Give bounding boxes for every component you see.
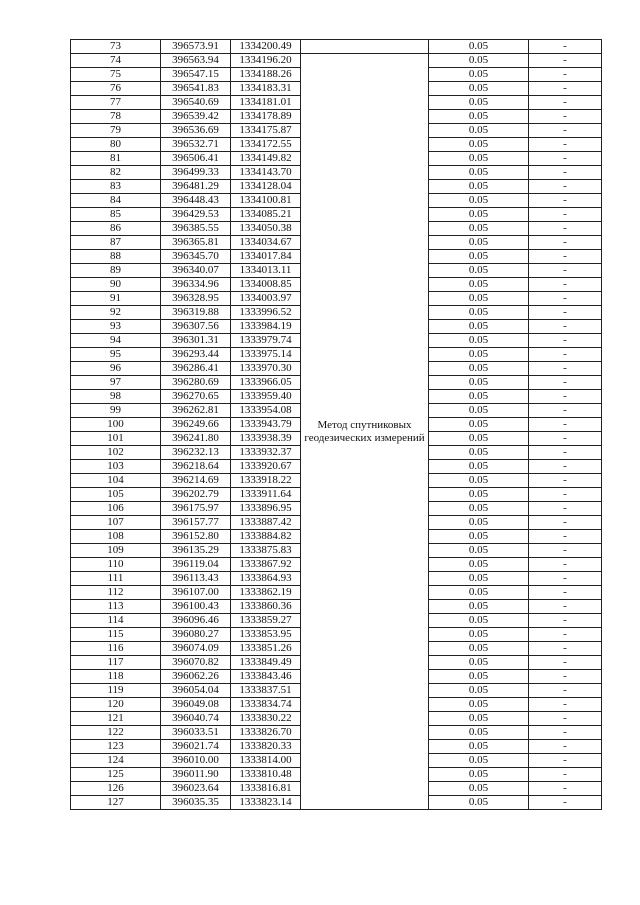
- note-cell: -: [529, 96, 602, 110]
- accuracy-cell: 0.05: [429, 726, 529, 740]
- y-coordinate-cell: 1333884.82: [231, 530, 301, 544]
- accuracy-cell: 0.05: [429, 712, 529, 726]
- x-coordinate-cell: 396385.55: [161, 222, 231, 236]
- note-cell: -: [529, 474, 602, 488]
- point-number-cell: 107: [71, 516, 161, 530]
- note-cell: -: [529, 530, 602, 544]
- point-number-cell: 75: [71, 68, 161, 82]
- x-coordinate-cell: 396541.83: [161, 82, 231, 96]
- y-coordinate-cell: 1333849.49: [231, 656, 301, 670]
- accuracy-cell: 0.05: [429, 516, 529, 530]
- y-coordinate-cell: 1333887.42: [231, 516, 301, 530]
- point-number-cell: 85: [71, 208, 161, 222]
- point-number-cell: 79: [71, 124, 161, 138]
- note-cell: -: [529, 670, 602, 684]
- y-coordinate-cell: 1333823.14: [231, 796, 301, 810]
- accuracy-cell: 0.05: [429, 474, 529, 488]
- note-cell: -: [529, 152, 602, 166]
- accuracy-cell: 0.05: [429, 68, 529, 82]
- note-cell: -: [529, 54, 602, 68]
- x-coordinate-cell: 396286.41: [161, 362, 231, 376]
- accuracy-cell: 0.05: [429, 656, 529, 670]
- note-cell: -: [529, 628, 602, 642]
- accuracy-cell: 0.05: [429, 180, 529, 194]
- note-cell: -: [529, 768, 602, 782]
- x-coordinate-cell: 396540.69: [161, 96, 231, 110]
- x-coordinate-cell: 396340.07: [161, 264, 231, 278]
- y-coordinate-cell: 1333851.26: [231, 642, 301, 656]
- x-coordinate-cell: 396100.43: [161, 600, 231, 614]
- note-cell: -: [529, 264, 602, 278]
- table-row: [71, 54, 602, 68]
- note-cell: -: [529, 180, 602, 194]
- note-cell: -: [529, 250, 602, 264]
- x-coordinate-cell: 396049.08: [161, 698, 231, 712]
- point-number-cell: 74: [71, 54, 161, 68]
- note-cell: -: [529, 278, 602, 292]
- accuracy-cell: 0.05: [429, 740, 529, 754]
- accuracy-cell: 0.05: [429, 418, 529, 432]
- y-coordinate-cell: 1334100.81: [231, 194, 301, 208]
- y-coordinate-cell: 1333984.19: [231, 320, 301, 334]
- point-number-cell: 119: [71, 684, 161, 698]
- y-coordinate-cell: 1333932.37: [231, 446, 301, 460]
- y-coordinate-cell: 1333875.83: [231, 544, 301, 558]
- accuracy-cell: 0.05: [429, 684, 529, 698]
- x-coordinate-cell: 396135.29: [161, 544, 231, 558]
- x-coordinate-cell: 396175.97: [161, 502, 231, 516]
- point-number-cell: 114: [71, 614, 161, 628]
- note-cell: -: [529, 432, 602, 446]
- accuracy-cell: 0.05: [429, 642, 529, 656]
- x-coordinate-cell: 396293.44: [161, 348, 231, 362]
- accuracy-cell: 0.05: [429, 572, 529, 586]
- note-cell: -: [529, 110, 602, 124]
- accuracy-cell: 0.05: [429, 754, 529, 768]
- x-coordinate-cell: 396499.33: [161, 166, 231, 180]
- accuracy-cell: 0.05: [429, 446, 529, 460]
- x-coordinate-cell: 396539.42: [161, 110, 231, 124]
- x-coordinate-cell: 396157.77: [161, 516, 231, 530]
- point-number-cell: 122: [71, 726, 161, 740]
- x-coordinate-cell: 396035.35: [161, 796, 231, 810]
- point-number-cell: 88: [71, 250, 161, 264]
- x-coordinate-cell: 396262.81: [161, 404, 231, 418]
- x-coordinate-cell: 396536.69: [161, 124, 231, 138]
- note-cell: -: [529, 656, 602, 670]
- note-cell: -: [529, 488, 602, 502]
- accuracy-cell: 0.05: [429, 670, 529, 684]
- x-coordinate-cell: 396054.04: [161, 684, 231, 698]
- accuracy-cell: 0.05: [429, 320, 529, 334]
- y-coordinate-cell: 1333853.95: [231, 628, 301, 642]
- x-coordinate-cell: 396152.80: [161, 530, 231, 544]
- x-coordinate-cell: 396080.27: [161, 628, 231, 642]
- accuracy-cell: 0.05: [429, 376, 529, 390]
- accuracy-cell: 0.05: [429, 334, 529, 348]
- note-cell: -: [529, 586, 602, 600]
- y-coordinate-cell: 1334200.49: [231, 40, 301, 54]
- point-number-cell: 97: [71, 376, 161, 390]
- x-coordinate-cell: 396096.46: [161, 614, 231, 628]
- y-coordinate-cell: 1334175.87: [231, 124, 301, 138]
- y-coordinate-cell: 1334008.85: [231, 278, 301, 292]
- note-cell: -: [529, 68, 602, 82]
- y-coordinate-cell: 1333864.93: [231, 572, 301, 586]
- x-coordinate-cell: 396481.29: [161, 180, 231, 194]
- y-coordinate-cell: 1333966.05: [231, 376, 301, 390]
- x-coordinate-cell: 396280.69: [161, 376, 231, 390]
- point-number-cell: 127: [71, 796, 161, 810]
- y-coordinate-cell: 1333920.67: [231, 460, 301, 474]
- note-cell: -: [529, 208, 602, 222]
- note-cell: -: [529, 516, 602, 530]
- point-number-cell: 76: [71, 82, 161, 96]
- x-coordinate-cell: 396033.51: [161, 726, 231, 740]
- accuracy-cell: 0.05: [429, 96, 529, 110]
- y-coordinate-cell: 1334034.67: [231, 236, 301, 250]
- note-cell: -: [529, 502, 602, 516]
- x-coordinate-cell: 396547.15: [161, 68, 231, 82]
- y-coordinate-cell: 1333837.51: [231, 684, 301, 698]
- x-coordinate-cell: 396202.79: [161, 488, 231, 502]
- x-coordinate-cell: 396214.69: [161, 474, 231, 488]
- y-coordinate-cell: 1334172.55: [231, 138, 301, 152]
- x-coordinate-cell: 396532.71: [161, 138, 231, 152]
- x-coordinate-cell: 396345.70: [161, 250, 231, 264]
- note-cell: -: [529, 698, 602, 712]
- note-cell: -: [529, 334, 602, 348]
- point-number-cell: 103: [71, 460, 161, 474]
- point-number-cell: 115: [71, 628, 161, 642]
- point-number-cell: 99: [71, 404, 161, 418]
- point-number-cell: 118: [71, 670, 161, 684]
- accuracy-cell: 0.05: [429, 530, 529, 544]
- point-number-cell: 110: [71, 558, 161, 572]
- accuracy-cell: 0.05: [429, 236, 529, 250]
- y-coordinate-cell: 1334128.04: [231, 180, 301, 194]
- note-cell: -: [529, 292, 602, 306]
- point-number-cell: 92: [71, 306, 161, 320]
- x-coordinate-cell: 396113.43: [161, 572, 231, 586]
- y-coordinate-cell: 1334013.11: [231, 264, 301, 278]
- x-coordinate-cell: 396062.26: [161, 670, 231, 684]
- accuracy-cell: 0.05: [429, 40, 529, 54]
- y-coordinate-cell: 1334085.21: [231, 208, 301, 222]
- point-number-cell: 95: [71, 348, 161, 362]
- x-coordinate-cell: 396506.41: [161, 152, 231, 166]
- point-number-cell: 78: [71, 110, 161, 124]
- accuracy-cell: 0.05: [429, 54, 529, 68]
- x-coordinate-cell: 396232.13: [161, 446, 231, 460]
- point-number-cell: 82: [71, 166, 161, 180]
- y-coordinate-cell: 1334181.01: [231, 96, 301, 110]
- y-coordinate-cell: 1333816.81: [231, 782, 301, 796]
- note-cell: -: [529, 222, 602, 236]
- point-number-cell: 112: [71, 586, 161, 600]
- y-coordinate-cell: 1333826.70: [231, 726, 301, 740]
- y-coordinate-cell: 1333810.48: [231, 768, 301, 782]
- point-number-cell: 106: [71, 502, 161, 516]
- y-coordinate-cell: 1334003.97: [231, 292, 301, 306]
- x-coordinate-cell: 396070.82: [161, 656, 231, 670]
- x-coordinate-cell: 396218.64: [161, 460, 231, 474]
- note-cell: -: [529, 362, 602, 376]
- note-cell: -: [529, 796, 602, 810]
- y-coordinate-cell: 1333867.92: [231, 558, 301, 572]
- x-coordinate-cell: 396074.09: [161, 642, 231, 656]
- note-cell: -: [529, 82, 602, 96]
- x-coordinate-cell: 396448.43: [161, 194, 231, 208]
- y-coordinate-cell: 1334050.38: [231, 222, 301, 236]
- point-number-cell: 116: [71, 642, 161, 656]
- note-cell: -: [529, 306, 602, 320]
- accuracy-cell: 0.05: [429, 460, 529, 474]
- note-cell: -: [529, 320, 602, 334]
- accuracy-cell: 0.05: [429, 124, 529, 138]
- note-cell: -: [529, 124, 602, 138]
- y-coordinate-cell: 1333918.22: [231, 474, 301, 488]
- note-cell: -: [529, 194, 602, 208]
- point-number-cell: 94: [71, 334, 161, 348]
- y-coordinate-cell: 1334149.82: [231, 152, 301, 166]
- note-cell: -: [529, 600, 602, 614]
- point-number-cell: 73: [71, 40, 161, 54]
- point-number-cell: 120: [71, 698, 161, 712]
- point-number-cell: 124: [71, 754, 161, 768]
- y-coordinate-cell: 1333954.08: [231, 404, 301, 418]
- y-coordinate-cell: 1333859.27: [231, 614, 301, 628]
- y-coordinate-cell: 1333834.74: [231, 698, 301, 712]
- point-number-cell: 126: [71, 782, 161, 796]
- x-coordinate-cell: 396319.88: [161, 306, 231, 320]
- y-coordinate-cell: 1333911.64: [231, 488, 301, 502]
- accuracy-cell: 0.05: [429, 82, 529, 96]
- accuracy-cell: 0.05: [429, 782, 529, 796]
- x-coordinate-cell: 396249.66: [161, 418, 231, 432]
- point-number-cell: 100: [71, 418, 161, 432]
- accuracy-cell: 0.05: [429, 166, 529, 180]
- note-cell: -: [529, 726, 602, 740]
- note-cell: -: [529, 558, 602, 572]
- x-coordinate-cell: 396011.90: [161, 768, 231, 782]
- x-coordinate-cell: 396010.00: [161, 754, 231, 768]
- table-row: [71, 40, 602, 54]
- x-coordinate-cell: 396307.56: [161, 320, 231, 334]
- y-coordinate-cell: 1333943.79: [231, 418, 301, 432]
- point-number-cell: 77: [71, 96, 161, 110]
- note-cell: -: [529, 614, 602, 628]
- note-cell: -: [529, 236, 602, 250]
- y-coordinate-cell: 1334196.20: [231, 54, 301, 68]
- accuracy-cell: 0.05: [429, 194, 529, 208]
- accuracy-cell: 0.05: [429, 138, 529, 152]
- point-number-cell: 105: [71, 488, 161, 502]
- accuracy-cell: 0.05: [429, 250, 529, 264]
- accuracy-cell: 0.05: [429, 768, 529, 782]
- y-coordinate-cell: 1333830.22: [231, 712, 301, 726]
- y-coordinate-cell: 1333843.46: [231, 670, 301, 684]
- x-coordinate-cell: 396107.00: [161, 586, 231, 600]
- x-coordinate-cell: 396334.96: [161, 278, 231, 292]
- note-cell: -: [529, 642, 602, 656]
- x-coordinate-cell: 396573.91: [161, 40, 231, 54]
- point-number-cell: 117: [71, 656, 161, 670]
- note-cell: -: [529, 740, 602, 754]
- x-coordinate-cell: 396119.04: [161, 558, 231, 572]
- y-coordinate-cell: 1334183.31: [231, 82, 301, 96]
- point-number-cell: 87: [71, 236, 161, 250]
- x-coordinate-cell: 396241.80: [161, 432, 231, 446]
- point-number-cell: 96: [71, 362, 161, 376]
- accuracy-cell: 0.05: [429, 348, 529, 362]
- note-cell: -: [529, 712, 602, 726]
- x-coordinate-cell: 396270.65: [161, 390, 231, 404]
- point-number-cell: 102: [71, 446, 161, 460]
- accuracy-cell: 0.05: [429, 698, 529, 712]
- point-number-cell: 91: [71, 292, 161, 306]
- accuracy-cell: 0.05: [429, 390, 529, 404]
- point-number-cell: 123: [71, 740, 161, 754]
- accuracy-cell: 0.05: [429, 600, 529, 614]
- accuracy-cell: 0.05: [429, 222, 529, 236]
- y-coordinate-cell: 1334143.70: [231, 166, 301, 180]
- note-cell: -: [529, 404, 602, 418]
- accuracy-cell: 0.05: [429, 362, 529, 376]
- x-coordinate-cell: 396023.64: [161, 782, 231, 796]
- point-number-cell: 80: [71, 138, 161, 152]
- accuracy-cell: 0.05: [429, 404, 529, 418]
- y-coordinate-cell: 1333896.95: [231, 502, 301, 516]
- x-coordinate-cell: 396328.95: [161, 292, 231, 306]
- accuracy-cell: 0.05: [429, 628, 529, 642]
- measurement-method-cell: Метод спутниковых геодезических измерений: [301, 54, 429, 810]
- accuracy-cell: 0.05: [429, 110, 529, 124]
- point-number-cell: 89: [71, 264, 161, 278]
- point-number-cell: 93: [71, 320, 161, 334]
- accuracy-cell: 0.05: [429, 558, 529, 572]
- accuracy-cell: 0.05: [429, 544, 529, 558]
- x-coordinate-cell: 396021.74: [161, 740, 231, 754]
- point-number-cell: 84: [71, 194, 161, 208]
- note-cell: -: [529, 390, 602, 404]
- x-coordinate-cell: 396301.31: [161, 334, 231, 348]
- accuracy-cell: 0.05: [429, 502, 529, 516]
- y-coordinate-cell: 1333814.00: [231, 754, 301, 768]
- table-body: [71, 40, 602, 810]
- point-number-cell: 111: [71, 572, 161, 586]
- y-coordinate-cell: 1333860.36: [231, 600, 301, 614]
- point-number-cell: 125: [71, 768, 161, 782]
- y-coordinate-cell: 1333975.14: [231, 348, 301, 362]
- y-coordinate-cell: 1333938.39: [231, 432, 301, 446]
- accuracy-cell: 0.05: [429, 264, 529, 278]
- x-coordinate-cell: 396040.74: [161, 712, 231, 726]
- note-cell: -: [529, 572, 602, 586]
- point-number-cell: 81: [71, 152, 161, 166]
- x-coordinate-cell: 396429.53: [161, 208, 231, 222]
- y-coordinate-cell: 1334188.26: [231, 68, 301, 82]
- accuracy-cell: 0.05: [429, 586, 529, 600]
- accuracy-cell: 0.05: [429, 432, 529, 446]
- note-cell: -: [529, 754, 602, 768]
- point-number-cell: 90: [71, 278, 161, 292]
- accuracy-cell: 0.05: [429, 614, 529, 628]
- note-cell: -: [529, 40, 602, 54]
- accuracy-cell: 0.05: [429, 488, 529, 502]
- note-cell: -: [529, 138, 602, 152]
- coordinates-table: [70, 39, 602, 810]
- accuracy-cell: 0.05: [429, 278, 529, 292]
- note-cell: -: [529, 418, 602, 432]
- y-coordinate-cell: 1333996.52: [231, 306, 301, 320]
- y-coordinate-cell: 1333970.30: [231, 362, 301, 376]
- blank-method-cell: [301, 40, 429, 54]
- note-cell: -: [529, 544, 602, 558]
- point-number-cell: 101: [71, 432, 161, 446]
- note-cell: -: [529, 446, 602, 460]
- note-cell: -: [529, 166, 602, 180]
- y-coordinate-cell: 1333959.40: [231, 390, 301, 404]
- note-cell: -: [529, 782, 602, 796]
- accuracy-cell: 0.05: [429, 306, 529, 320]
- point-number-cell: 108: [71, 530, 161, 544]
- y-coordinate-cell: 1333862.19: [231, 586, 301, 600]
- accuracy-cell: 0.05: [429, 152, 529, 166]
- note-cell: -: [529, 348, 602, 362]
- note-cell: -: [529, 684, 602, 698]
- x-coordinate-cell: 396563.94: [161, 54, 231, 68]
- accuracy-cell: 0.05: [429, 208, 529, 222]
- note-cell: -: [529, 376, 602, 390]
- point-number-cell: 104: [71, 474, 161, 488]
- y-coordinate-cell: 1334017.84: [231, 250, 301, 264]
- point-number-cell: 121: [71, 712, 161, 726]
- point-number-cell: 98: [71, 390, 161, 404]
- y-coordinate-cell: 1334178.89: [231, 110, 301, 124]
- point-number-cell: 83: [71, 180, 161, 194]
- accuracy-cell: 0.05: [429, 292, 529, 306]
- note-cell: -: [529, 460, 602, 474]
- point-number-cell: 86: [71, 222, 161, 236]
- x-coordinate-cell: 396365.81: [161, 236, 231, 250]
- y-coordinate-cell: 1333979.74: [231, 334, 301, 348]
- point-number-cell: 109: [71, 544, 161, 558]
- y-coordinate-cell: 1333820.33: [231, 740, 301, 754]
- accuracy-cell: 0.05: [429, 796, 529, 810]
- point-number-cell: 113: [71, 600, 161, 614]
